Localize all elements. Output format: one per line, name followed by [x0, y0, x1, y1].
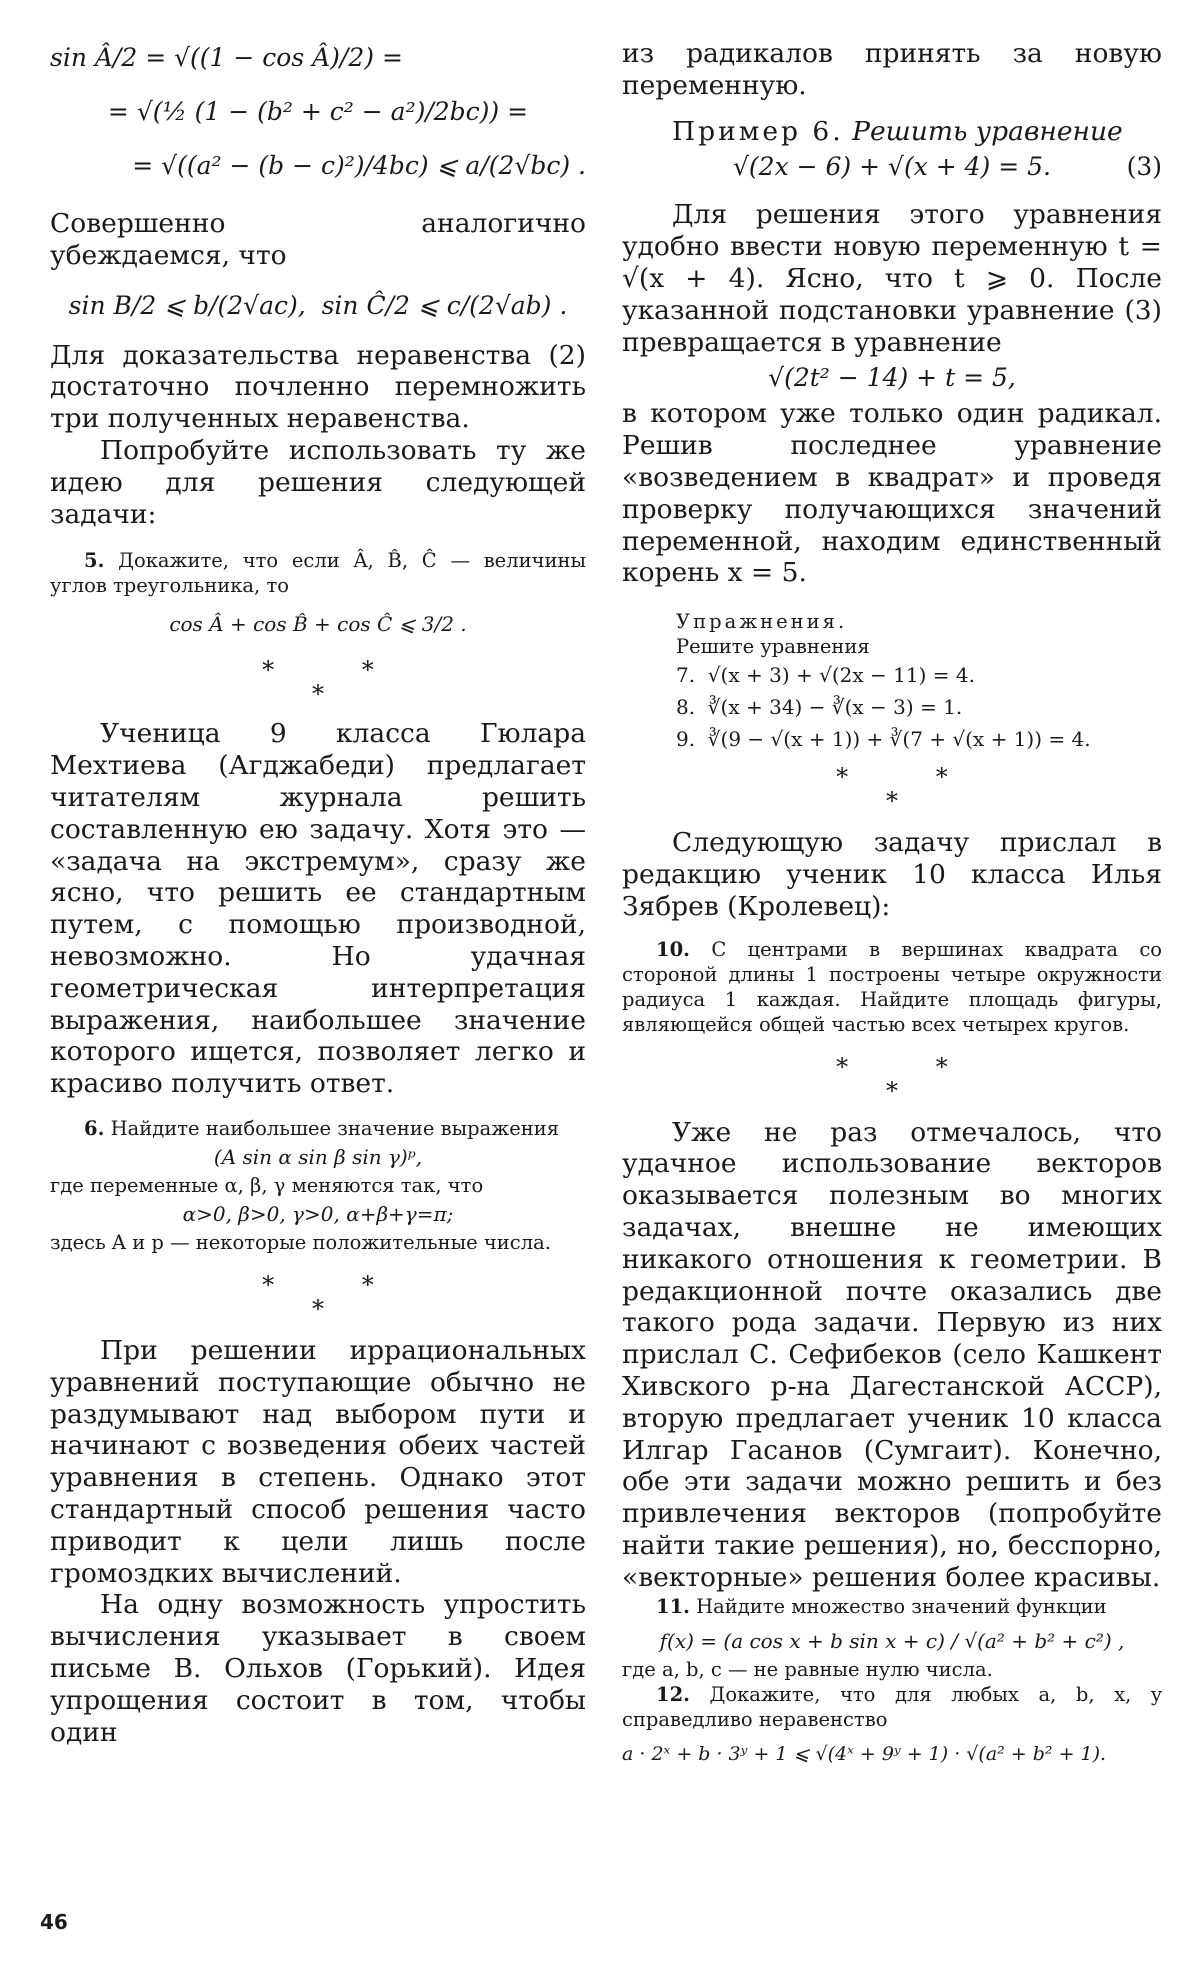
separator-stars-top: * *: [262, 1270, 414, 1299]
formula-sin-a-line3: = √((a² − (b − c)²)/4bc) ⩽ a/(2√bc) .: [132, 151, 586, 180]
exercise-9: 9. ∛(9 − √(x + 1)) + ∛(7 + √(x + 1)) = 4.: [676, 727, 1091, 752]
exercise-5-text: Докажите, что если Â, B̂, Ĉ — величины углов треугольника, то: [50, 549, 586, 598]
exercises-title: Упражнения.: [676, 610, 848, 634]
exercise-6: [50, 1116, 586, 1141]
separator-star-bottom: *: [312, 680, 324, 709]
section-separator-4: [622, 1052, 1162, 1105]
exercise-6-number: 6.: [84, 1116, 105, 1140]
formula-ex6: (A sin α sin β sin γ)ᵖ,: [213, 1144, 423, 1169]
paragraph-olkhov: На одну возможность упростить вычисления указывает в своем письме В. Ольхов (Горький). Идея упрощения состоит в том, чтобы один: [50, 1589, 586, 1748]
exercise-12-number: 12.: [656, 1682, 690, 1706]
separator-stars-top: * *: [262, 656, 414, 685]
example-6-heading: [622, 116, 1162, 148]
left-column: [50, 38, 586, 1748]
paragraph-zyabrev: Следующую задачу прислал в редакцию ученик 10 класса Илья Зябрев (Кролевец):: [622, 827, 1162, 922]
paragraph-mekhtieva: Ученица 9 класса Гюлара Мехтиева (Агджабеди) предлагает читателям журнала решить составленную ею задачу. Хотя это — «задача на экстремум», сразу же ясно, что решить ее стандартным путем, с помощью производной, невозможно. Но удачная геометрическая интерпретация выражения, наибольшее значение которого ищется, позволяет легко и красиво получить ответ.: [50, 718, 586, 1100]
example-6-label: Пример 6.: [672, 115, 844, 147]
formula-ex12: a · 2ˣ + b · 3ʸ + 1 ⩽ √(4ˣ + 9ʸ + 1) · √(a² + b² + 1).: [622, 1742, 1107, 1765]
exercise-12-text: Докажите, что для любых a, b, x, y справедливо неравенство: [622, 1682, 1162, 1731]
exercise-6-constants: здесь A и p — некоторые положительные числа.: [50, 1230, 551, 1254]
section-separator-1: [50, 656, 586, 709]
exercise-10: [622, 937, 1162, 1037]
exercise-11-number: 11.: [656, 1594, 690, 1618]
formula-ex6-conditions: α>0, β>0, γ>0, α+β+γ=π;: [182, 1201, 454, 1226]
paragraph-vectors: Уже не раз отмечалось, что удачное использование векторов оказывается полезным во многих задачах, внешне не имеющих никакого отношения к геометрии. В редакционной почте оказались две такого рода задачи. Первую из них прислал С. Сефибеков (село Кашкент Хивского р-на Дагестанской АССР), вторую предлагает ученик 10 класса Илгар Гасанов (Сумгаит). Конечно, обе эти задачи можно решить и без привлечения векторов (попробуйте найти такие решения), но, бесспорно, «векторные» решения более красивы.: [622, 1116, 1162, 1593]
paragraph-single-root: в котором уже только один радикал. Решив последнее уравнение «возведением в квадрат» и проведя проверку получающихся значений переменной, находим единственный корень x = 5.: [622, 398, 1162, 589]
exercise-10-text: С центрами в вершинах квадрата со стороной длины 1 построены четыре окружности радиуса 1 каждая. Найдите площадь фигуры, являющейся общей частью всех четырех кругов.: [622, 937, 1162, 1036]
formula-sin-a-line2: = √(½ (1 − (b² + c² − a²)/2bc)) =: [107, 97, 529, 126]
paragraph-analogous: Совершенно аналогично убеждаемся, что: [50, 208, 586, 271]
separator-stars-top: * *: [836, 763, 988, 792]
paragraph-substitution: Для решения этого уравнения удобно ввести новую переменную t = √(x + 4). Ясно, что t ⩾ 0. После указанной подстановки уравнение (3) превращается в уравнение: [622, 199, 1162, 358]
exercise-5: [50, 548, 586, 598]
separator-star-bottom: *: [312, 1294, 324, 1323]
exercise-11-condition: где a, b, c — не равные нулю числа.: [622, 1657, 993, 1681]
example-6-task: Решить уравнение: [852, 115, 1123, 147]
paragraph-try: Попробуйте использовать ту же идею для решения следующей задачи:: [50, 434, 586, 530]
formula-sin-b-c: sin B/2 ⩽ b/(2√ac), sin Ĉ/2 ⩽ c/(2√ab) .: [68, 290, 568, 320]
formula-ex11: f(x) = (a cos x + b sin x + c) / √(a² + b² + c²) ,: [659, 1628, 1125, 1653]
exercise-6-variables: где переменные α, β, γ меняются так, что: [50, 1173, 484, 1197]
formula-equation-t: √(2t² − 14) + t = 5,: [768, 363, 1016, 393]
separator-stars-top: * *: [836, 1052, 988, 1081]
separator-star-bottom: *: [886, 787, 898, 816]
equation-3-row: [622, 147, 1162, 187]
section-separator-3: [622, 763, 1162, 816]
exercise-6-text: Найдите наибольшее значение выражения: [110, 1116, 560, 1140]
exercise-11-text: Найдите множество значений функции: [696, 1594, 1107, 1618]
paragraph-irrational: При решении иррациональных уравнений поступающие обычно не раздумывают над выбором пути и начинают с возведения обеих частей уравнения в степень. Однако этот стандартный способ решения часто приводит к цели лишь после громоздких вычислений.: [50, 1334, 586, 1589]
page-number: 46: [40, 1910, 68, 1934]
exercise-8: 8. ∛(x + 34) − ∛(x − 3) = 1.: [676, 695, 963, 720]
exercise-12: [622, 1682, 1162, 1732]
formula-sin-a-line1: sin Â/2 = √((1 − cos Â)/2) =: [50, 43, 403, 72]
right-column: [622, 38, 1162, 1770]
formula-cos-sum: cos Â + cos B̂ + cos Ĉ ⩽ 3/2 .: [169, 612, 467, 637]
formula-equation-3: √(2x − 6) + √(x + 4) = 5.: [732, 152, 1051, 182]
paragraph-radical-continuation: из радикалов принять за новую переменную.: [622, 38, 1162, 101]
equation-3-number: (3): [1126, 152, 1162, 182]
exercises-task: Решите уравнения: [676, 635, 870, 659]
exercise-10-number: 10.: [656, 937, 690, 961]
exercise-11: [622, 1594, 1162, 1619]
exercise-5-number: 5.: [84, 549, 105, 573]
exercise-7: 7. √(x + 3) + √(2x − 11) = 4.: [676, 663, 975, 688]
section-separator-2: [50, 1270, 586, 1323]
paragraph-proof: Для доказательства неравенства (2) достаточно почленно перемножить три полученных неравенства.: [50, 339, 586, 435]
separator-star-bottom: *: [886, 1076, 898, 1105]
